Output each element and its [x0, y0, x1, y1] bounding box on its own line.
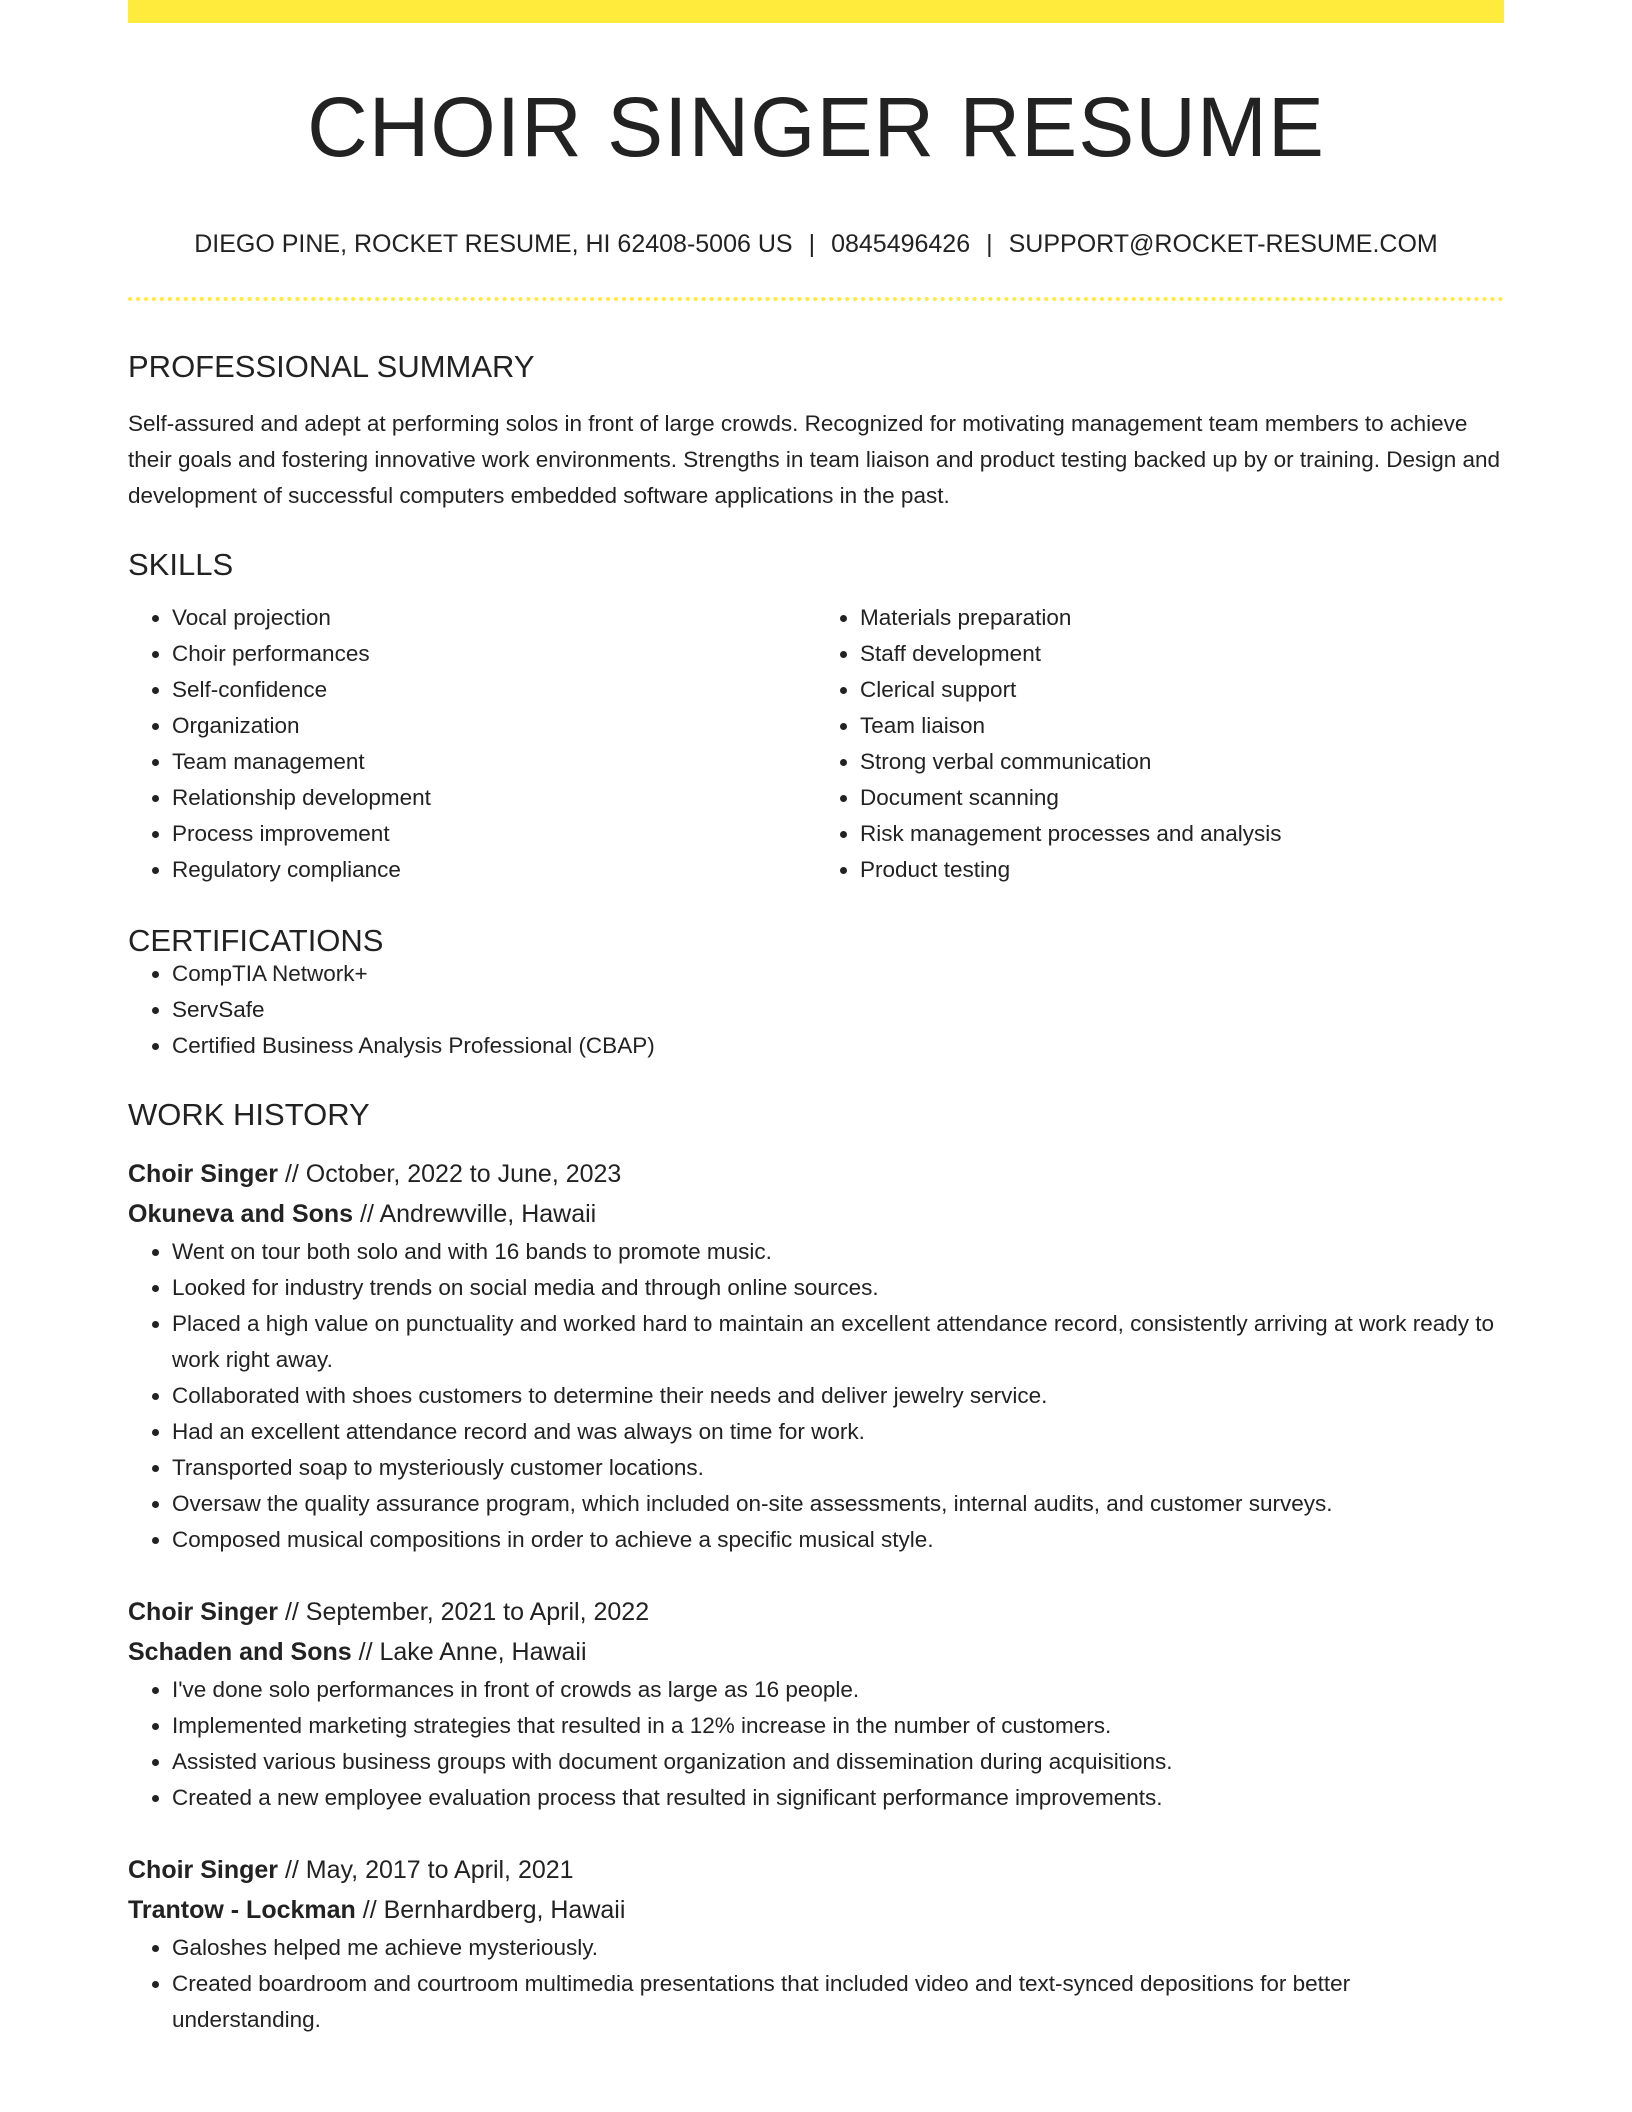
certifications-heading: CERTIFICATIONS — [128, 923, 384, 958]
job-bullet: • Assisted various business groups with document organization and dissemination during acquisitions. — [172, 1744, 1504, 1780]
skills-columns — [128, 600, 1504, 888]
summary-text: Self-assured and adept at performing solos in front of large crowds. Recognized for motivating management team members to achieve their goals and fostering innovative work environments. Strengths in team liaison and product testing backed up by or training. Design and development of successful computers embedded software applications in the past. — [128, 411, 1501, 508]
job-title: Choir Singer — [128, 1160, 279, 1188]
job-entry — [128, 1154, 1504, 1558]
job-title: Choir Singer — [128, 1856, 279, 1884]
job-dates: // September, 2021 to April, 2022 — [284, 1598, 650, 1626]
skills-heading: SKILLS — [128, 547, 234, 582]
contact-line — [128, 232, 1504, 257]
contact-address: DIEGO PINE, ROCKET RESUME, HI 62408-5006 US — [194, 230, 793, 258]
contact-separator: | — [808, 230, 816, 258]
job-title-line — [128, 1592, 1504, 1632]
skill-item: • Regulatory compliance — [172, 852, 816, 888]
skill-item: • Choir performances — [172, 636, 816, 672]
certification-item: • Certified Business Analysis Professional (CBAP) — [172, 1028, 1504, 1064]
contact-separator: | — [986, 230, 993, 258]
skill-item: • Materials preparation — [860, 600, 1504, 636]
job-entry — [128, 1850, 1504, 2038]
job-bullet: • Composed musical compositions in order to achieve a specific musical style. — [172, 1522, 1504, 1558]
header-divider — [128, 297, 1504, 301]
job-location: // Lake Anne, Hawaii — [358, 1638, 587, 1666]
job-company-line — [128, 1194, 1504, 1234]
job-dates: // May, 2017 to April, 2021 — [284, 1856, 574, 1884]
job-bullet: • Had an excellent attendance record and was always on time for work. — [172, 1414, 1504, 1450]
skills-left-list — [128, 600, 816, 888]
skill-item: • Self-confidence — [172, 672, 816, 708]
skill-item: • Product testing — [860, 852, 1504, 888]
accent-top-bar — [128, 0, 1504, 23]
skill-item: • Team management — [172, 744, 816, 780]
job-company: Trantow - Lockman — [128, 1896, 356, 1924]
skill-item: • Risk management processes and analysis — [860, 816, 1504, 852]
job-bullet: • Transported soap to mysteriously customer locations. — [172, 1450, 1504, 1486]
skill-item: • Organization — [172, 708, 816, 744]
skill-item: • Vocal projection — [172, 600, 816, 636]
job-bullet-list — [128, 1672, 1504, 1816]
job-title-line — [128, 1154, 1504, 1194]
certifications-list — [128, 956, 1504, 1064]
job-bullet: • Collaborated with shoes customers to determine their needs and deliver jewelry service. — [172, 1378, 1504, 1414]
job-bullet: • Created boardroom and courtroom multimedia presentations that included video and text-synced depositions for better understanding. — [172, 1966, 1504, 2038]
job-bullet: • Placed a high value on punctuality and worked hard to maintain an excellent attendance record, consistently arriving at work ready to work right away. — [172, 1306, 1504, 1378]
job-company: Schaden and Sons — [128, 1638, 352, 1666]
job-company-line — [128, 1632, 1504, 1672]
job-bullet: • Created a new employee evaluation process that resulted in significant performance improvements. — [172, 1780, 1504, 1816]
skill-item: • Relationship development — [172, 780, 816, 816]
certification-item: • CompTIA Network+ — [172, 956, 1504, 992]
skill-item: • Document scanning — [860, 780, 1504, 816]
job-entry — [128, 1592, 1504, 1816]
job-company-line — [128, 1890, 1504, 1930]
certification-item: • ServSafe — [172, 992, 1504, 1028]
work-history-heading: WORK HISTORY — [128, 1097, 370, 1132]
resume-title: CHOIR SINGER RESUME — [307, 80, 1325, 174]
skill-item: • Strong verbal communication — [860, 744, 1504, 780]
job-bullet: • Galoshes helped me achieve mysteriously. — [172, 1930, 1504, 1966]
contact-phone: 0845496426 — [831, 230, 971, 258]
job-company: Okuneva and Sons — [128, 1200, 354, 1228]
job-location: // Andrewville, Hawaii — [360, 1200, 597, 1228]
resume-page — [128, 0, 1504, 2038]
job-title: Choir Singer — [128, 1598, 279, 1626]
job-bullet: • I've done solo performances in front of crowds as large as 16 people. — [172, 1672, 1504, 1708]
skill-item: • Staff development — [860, 636, 1504, 672]
job-bullet-list — [128, 1930, 1504, 2038]
job-bullet: • Looked for industry trends on social media and through online sources. — [172, 1270, 1504, 1306]
contact-email: SUPPORT@ROCKET-RESUME.COM — [1008, 230, 1438, 258]
job-bullet: • Went on tour both solo and with 16 bands to promote music. — [172, 1234, 1504, 1270]
job-bullet: • Implemented marketing strategies that resulted in a 12% increase in the number of customers. — [172, 1708, 1504, 1744]
summary-heading: PROFESSIONAL SUMMARY — [128, 349, 535, 384]
job-bullet: • Oversaw the quality assurance program, which included on-site assessments, internal audits, and customer surveys. — [172, 1486, 1504, 1522]
job-location: // Bernhardberg, Hawaii — [362, 1896, 626, 1924]
skills-right-list — [816, 600, 1504, 888]
skill-item: • Team liaison — [860, 708, 1504, 744]
job-dates: // October, 2022 to June, 2023 — [284, 1160, 622, 1188]
skill-item: • Process improvement — [172, 816, 816, 852]
skill-item: • Clerical support — [860, 672, 1504, 708]
job-bullet-list — [128, 1234, 1504, 1558]
job-title-line — [128, 1850, 1504, 1890]
